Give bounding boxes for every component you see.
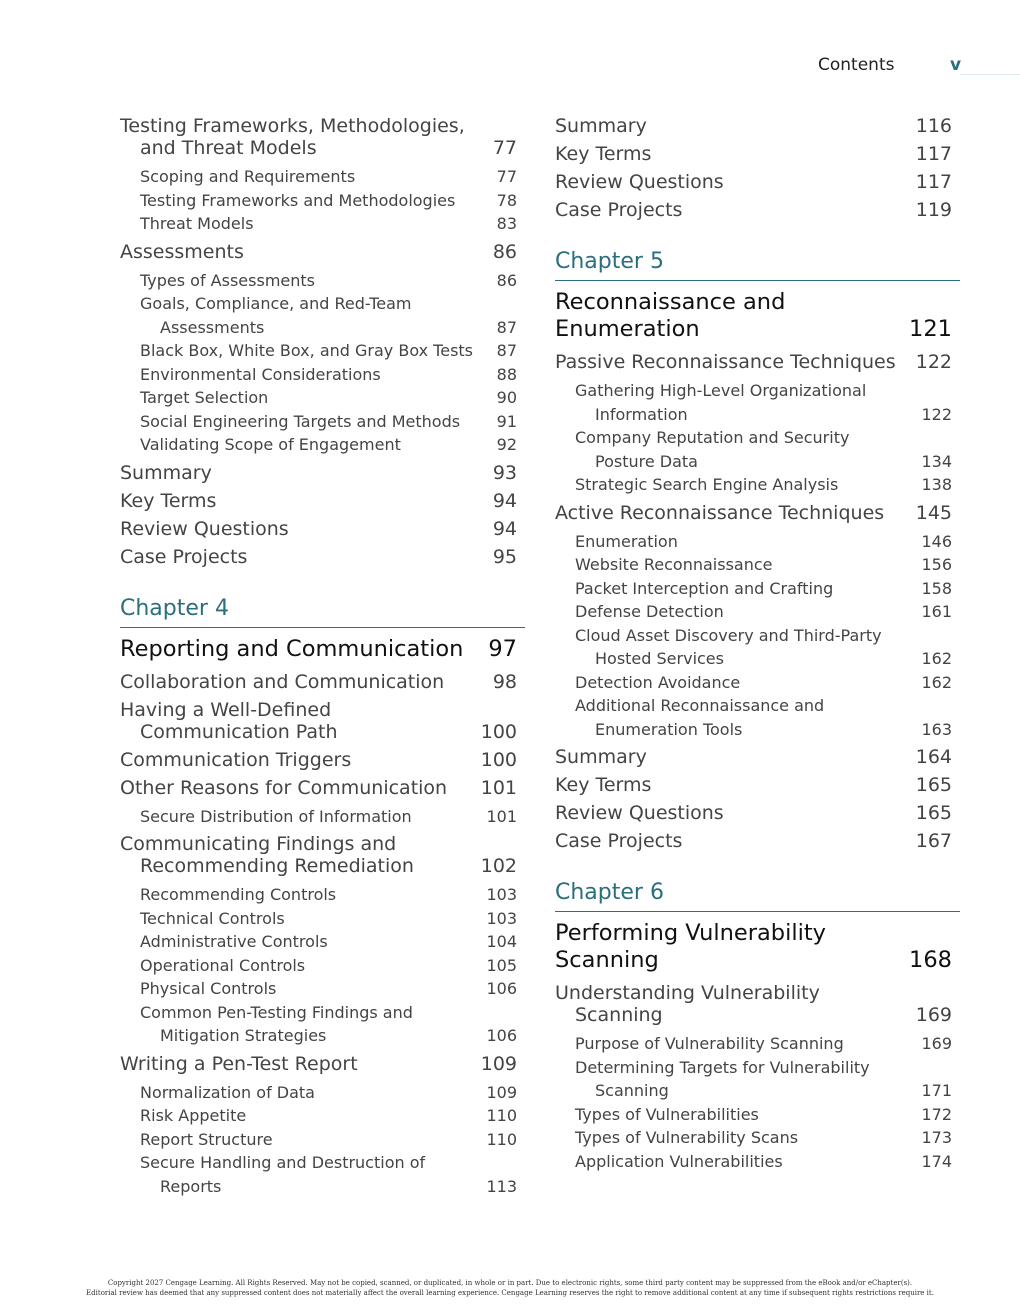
header-rule	[960, 74, 1020, 75]
toc-entry-page: 165	[915, 774, 952, 796]
toc-subsection-entry[interactable]	[120, 339, 525, 363]
toc-entry-title: Company Reputation and Security Posture Data	[575, 428, 850, 471]
toc-subsection-entry[interactable]	[120, 212, 525, 236]
chapter-title[interactable]	[555, 289, 960, 343]
toc-list	[555, 115, 960, 221]
chapter-4	[120, 596, 525, 1199]
toc-subsection-entry[interactable]	[555, 577, 960, 601]
toc-section-entry[interactable]	[120, 1053, 525, 1075]
toc-section-entry[interactable]	[120, 546, 525, 568]
copyright-line: Editorial review has deemed that any suppressed content does not materially affect the overall learning experience. Cengage Learning reserves the right to remove additional content at any time if subsequent rights restrictions require it.	[86, 1289, 934, 1297]
toc-entry-page: 104	[486, 932, 517, 951]
toc-entry-page: 94	[492, 517, 517, 540]
toc-entry-title: Common Pen-Testing Findings and Mitigation Strategies	[140, 1002, 413, 1045]
toc-section-entry[interactable]	[120, 671, 525, 693]
chapter-page-number: 97	[488, 635, 517, 662]
toc-entry-title: Packet Interception and Crafting	[575, 578, 834, 598]
toc-section-entry[interactable]	[555, 830, 960, 852]
toc-entry-page: 119	[915, 199, 952, 221]
toc-entry-title: Additional Reconnaissance and Enumeration Tools	[575, 696, 825, 739]
toc-entry-title: Technical Controls	[140, 908, 285, 928]
toc-entry-page: 174	[921, 1151, 952, 1171]
toc-entry-page: 100	[480, 720, 517, 743]
toc-entry-page: 164	[915, 746, 952, 768]
toc-entry-page: 78	[496, 190, 517, 210]
toc-section-entry[interactable]	[555, 171, 960, 193]
toc-entry-page: 77	[496, 167, 517, 186]
toc-section-entry[interactable]	[555, 351, 960, 373]
toc-entry-title: Review Questions	[555, 802, 724, 824]
toc-entry-page: 167	[915, 830, 952, 852]
toc-entry-title: Enumeration	[575, 531, 678, 551]
toc-entry-page: 156	[921, 555, 952, 574]
toc-subsection-entry[interactable]	[555, 1150, 960, 1174]
toc-entry-page: 88	[496, 364, 517, 384]
toc-entry-title: Risk Appetite	[140, 1106, 247, 1125]
chapter-6	[555, 880, 960, 1173]
toc-entry-title: Communication Triggers	[120, 748, 352, 771]
toc-entry-page: 116	[915, 115, 952, 137]
toc-entry-page: 95	[492, 545, 517, 568]
toc-section-entry[interactable]	[555, 774, 960, 796]
toc-entry-title: Testing Frameworks and Methodologies	[140, 190, 456, 210]
toc-entry-page: 101	[480, 776, 517, 799]
toc-section-entry[interactable]	[120, 777, 525, 799]
chapter-label: Chapter 4	[120, 596, 525, 628]
chapter-label: Chapter 5	[555, 249, 960, 281]
toc-subsection-entry[interactable]	[555, 624, 960, 671]
toc-subsection-entry[interactable]	[555, 671, 960, 695]
toc-subsection-entry[interactable]	[120, 433, 525, 457]
toc-entry-page: 109	[486, 1082, 517, 1102]
toc-entry-title: Gathering High-Level Organizational Information	[575, 381, 867, 424]
toc-subsection-entry[interactable]	[120, 1151, 525, 1198]
toc-entry-title: Key Terms	[555, 143, 652, 165]
toc-entry-page: 77	[492, 137, 517, 159]
toc-entry-title: Administrative Controls	[140, 932, 328, 951]
toc-entry-page: 87	[496, 317, 517, 337]
toc-section-entry[interactable]	[555, 143, 960, 165]
toc-subsection-entry[interactable]	[120, 165, 525, 189]
toc-entry-page: 146	[921, 531, 952, 551]
toc-entry-title: Social Engineering Targets and Methods	[140, 411, 461, 431]
toc-entry-title: Physical Controls	[140, 979, 277, 998]
toc-entry-title: Website Reconnaissance	[575, 555, 773, 574]
toc-entry-title: Threat Models	[140, 214, 254, 233]
running-head-title: Contents	[818, 55, 895, 75]
toc-subsection-entry[interactable]	[120, 954, 525, 978]
toc-entry-page: 171	[921, 1081, 952, 1100]
toc-entry-title: Having a Well-Defined Communication Path	[120, 698, 338, 743]
chapter-page-number: 168	[909, 947, 952, 973]
toc-entry-title: Testing Frameworks, Methodologies, and Threat Models	[120, 115, 465, 159]
toc-entry-title: Report Structure	[140, 1129, 273, 1149]
toc-entry-title: Operational Controls	[140, 955, 306, 975]
toc-entry-page: 105	[486, 955, 517, 975]
toc-subsection-entry[interactable]	[555, 1032, 960, 1056]
toc-entry-title: Collaboration and Communication	[120, 670, 445, 693]
toc-section-entry[interactable]	[120, 749, 525, 771]
toc-entry-title: Understanding Vulnerability Scanning	[555, 982, 820, 1026]
toc-subsection-entry[interactable]	[120, 883, 525, 907]
toc-section-entry[interactable]	[120, 462, 525, 484]
toc-entry-title: Secure Handling and Destruction of Reports	[140, 1153, 426, 1196]
toc-section-entry[interactable]	[555, 199, 960, 221]
toc-section-entry[interactable]	[120, 490, 525, 512]
toc-section-entry[interactable]	[120, 699, 525, 743]
toc-list	[555, 351, 960, 852]
toc-entry-page: 169	[915, 1004, 952, 1026]
toc-section-entry[interactable]	[120, 833, 525, 877]
toc-subsection-entry[interactable]	[555, 1103, 960, 1127]
toc-entry-title: Review Questions	[555, 171, 724, 193]
toc-section-entry[interactable]	[120, 518, 525, 540]
toc-entry-page: 93	[492, 461, 517, 484]
toc-subsection-entry[interactable]	[555, 694, 960, 741]
toc-entry-title: Case Projects	[120, 545, 248, 568]
toc-entry-title: Key Terms	[120, 489, 217, 512]
toc-subsection-entry[interactable]	[120, 1081, 525, 1105]
toc-entry-title: Cloud Asset Discovery and Third-Party Hosted Services	[575, 625, 882, 668]
toc-subsection-entry[interactable]	[555, 379, 960, 426]
toc-entry-page: 172	[921, 1104, 952, 1124]
toc-subsection-entry[interactable]	[120, 930, 525, 954]
toc-entry-title: Validating Scope of Engagement	[140, 435, 401, 454]
toc-entry-title: Other Reasons for Communication	[120, 776, 448, 799]
toc-entry-title: Summary	[120, 461, 212, 484]
toc-subsection-entry[interactable]	[120, 386, 525, 410]
toc-entry-title: Communicating Findings and Recommending Remediation	[120, 833, 414, 877]
toc-subsection-entry[interactable]	[120, 410, 525, 434]
toc-entry-page: 91	[496, 411, 517, 431]
toc-section-entry[interactable]	[555, 982, 960, 1026]
toc-subsection-entry[interactable]	[120, 977, 525, 1001]
toc-entry-page: 110	[486, 1129, 517, 1149]
toc-entry-page: 94	[492, 489, 517, 512]
toc-entry-title: Goals, Compliance, and Red-Team Assessments	[140, 294, 412, 337]
toc-entry-page: 106	[486, 1026, 517, 1045]
toc-entry-title: Summary	[555, 115, 647, 137]
toc-subsection-entry[interactable]	[120, 1001, 525, 1048]
toc-entry-title: Active Reconnaissance Techniques	[555, 501, 885, 524]
toc-list	[120, 671, 525, 1199]
toc-entry-page: 102	[480, 855, 517, 877]
toc-entry-page: 117	[915, 171, 952, 193]
toc-entry-title: Case Projects	[555, 199, 683, 221]
toc-entry-page: 162	[921, 649, 952, 668]
chapter-title-text: Performing Vulnerability Scanning	[555, 920, 826, 973]
toc-subsection-entry[interactable]	[120, 269, 525, 293]
toc-subsection-entry[interactable]	[120, 363, 525, 387]
toc-entry-title: Strategic Search Engine Analysis	[575, 475, 839, 494]
toc-entry-page: 103	[486, 885, 517, 904]
toc-entry-page: 92	[496, 435, 517, 454]
toc-entry-page: 109	[480, 1052, 517, 1075]
toc-entry-title: Key Terms	[555, 774, 652, 796]
chapter-5	[555, 249, 960, 852]
toc-entry-page: 86	[492, 240, 517, 263]
chapter-title-text: Reconnaissance and Enumeration	[555, 289, 786, 342]
chapter-title-text: Reporting and Communication	[120, 635, 464, 662]
toc-entry-title: Assessments	[120, 240, 244, 263]
toc-entry-page: 110	[486, 1106, 517, 1125]
toc-entry-page: 106	[486, 979, 517, 998]
toc-section-entry[interactable]	[555, 746, 960, 768]
toc-entry-page: 113	[486, 1176, 517, 1196]
toc-entry-page: 98	[492, 670, 517, 693]
copyright-footer	[80, 1278, 940, 1298]
toc-subsection-entry[interactable]	[555, 530, 960, 554]
toc-subsection-entry[interactable]	[555, 473, 960, 497]
toc-entry-title: Environmental Considerations	[140, 364, 381, 384]
toc-entry-page: 173	[921, 1128, 952, 1147]
toc-entry-page: 122	[915, 351, 952, 373]
toc-subsection-entry[interactable]	[555, 600, 960, 624]
toc-entry-page: 158	[921, 578, 952, 598]
toc-entry-page: 101	[486, 806, 517, 826]
chapter-title[interactable]	[555, 920, 960, 974]
toc-entry-page: 162	[921, 672, 952, 692]
toc-entry-title: Types of Assessments	[140, 270, 315, 290]
toc-entry-title: Black Box, White Box, and Gray Box Tests	[140, 341, 474, 360]
toc-entry-title: Types of Vulnerability Scans	[575, 1128, 799, 1147]
toc-entry-page: 161	[921, 602, 952, 621]
toc-subsection-entry[interactable]	[120, 1104, 525, 1128]
toc-entry-page: 122	[921, 404, 952, 424]
page-folio: v	[950, 55, 962, 75]
toc-entry-page: 117	[915, 143, 952, 165]
chapter-page-number: 121	[909, 316, 952, 342]
toc-entry-page: 163	[921, 719, 952, 739]
toc-entry-title: Scoping and Requirements	[140, 167, 356, 186]
toc-column-left	[120, 110, 525, 1198]
toc-subsection-entry[interactable]	[555, 1126, 960, 1150]
toc-entry-title: Application Vulnerabilities	[575, 1151, 783, 1171]
toc-entry-title: Writing a Pen-Test Report	[120, 1052, 358, 1075]
toc-entry-page: 100	[480, 748, 517, 771]
toc-section-entry[interactable]	[555, 802, 960, 824]
toc-entry-page: 83	[496, 214, 517, 233]
toc-list	[120, 115, 525, 568]
toc-subsection-entry[interactable]	[120, 1128, 525, 1152]
toc-section-entry[interactable]	[555, 115, 960, 137]
toc-entry-title: Passive Reconnaissance Techniques	[555, 351, 896, 373]
toc-entry-title: Target Selection	[140, 388, 269, 407]
toc-section-entry[interactable]	[120, 115, 525, 159]
toc-entry-page: 169	[921, 1034, 952, 1053]
toc-subsection-entry[interactable]	[120, 805, 525, 829]
toc-entry-title: Detection Avoidance	[575, 672, 741, 692]
toc-list	[555, 982, 960, 1173]
toc-entry-page: 134	[921, 451, 952, 471]
toc-entry-page: 145	[915, 501, 952, 524]
toc-entry-title: Summary	[555, 746, 647, 768]
toc-entry-title: Review Questions	[120, 517, 289, 540]
chapter-label: Chapter 6	[555, 880, 960, 912]
toc-entry-title: Types of Vulnerabilities	[575, 1104, 759, 1124]
toc-subsection-entry[interactable]	[555, 1056, 960, 1103]
toc-entry-page: 103	[486, 908, 517, 928]
toc-entry-page: 90	[496, 388, 517, 407]
toc-entry-title: Defense Detection	[575, 602, 724, 621]
toc-subsection-entry[interactable]	[120, 189, 525, 213]
toc-entry-page: 86	[496, 270, 517, 290]
toc-entry-title: Case Projects	[555, 830, 683, 852]
toc-entry-page: 138	[921, 475, 952, 494]
copyright-line: Copyright 2027 Cengage Learning. All Rights Reserved. May not be copied, scanned, or duplicated, in whole or in part. Due to electronic rights, some third party content may be suppressed from the eBook and/or eChapter(s).	[107, 1279, 913, 1287]
chapter-title[interactable]	[120, 636, 525, 663]
toc-entry-page: 87	[496, 341, 517, 360]
toc-entry-title: Determining Targets for Vulnerability Scanning	[575, 1057, 870, 1100]
toc-subsection-entry[interactable]	[555, 553, 960, 577]
toc-subsection-entry[interactable]	[555, 426, 960, 473]
toc-entry-title: Recommending Controls	[140, 885, 337, 904]
toc-section-entry[interactable]	[555, 502, 960, 524]
toc-entry-page: 165	[915, 802, 952, 824]
toc-column-right	[555, 110, 960, 1173]
toc-subsection-entry[interactable]	[120, 292, 525, 339]
toc-subsection-entry[interactable]	[120, 907, 525, 931]
toc-entry-title: Secure Distribution of Information	[140, 806, 412, 826]
running-head	[810, 55, 980, 77]
toc-section-entry[interactable]	[120, 241, 525, 263]
toc-entry-title: Normalization of Data	[140, 1082, 315, 1102]
toc-entry-title: Purpose of Vulnerability Scanning	[575, 1034, 844, 1053]
